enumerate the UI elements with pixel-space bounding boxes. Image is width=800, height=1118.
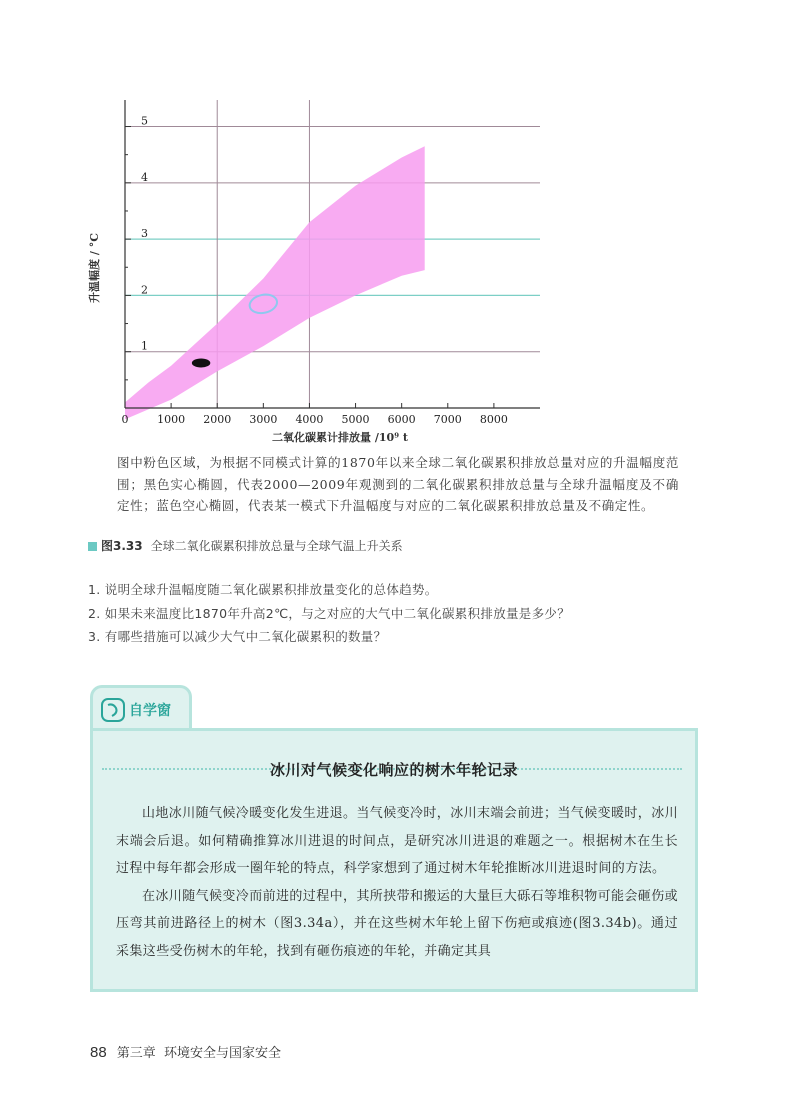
x-tick-label: 1000: [157, 413, 186, 426]
sidebar-paragraph: 在冰川随气候变冷而前进的过程中，其所挟带和搬运的大量巨大砾石等堆积物可能会砸伤或压弯其前进路径上的树木（图3.34a），并在这些树木年轮上留下伤疤或痕迹(图3.34b)。通过采集这些受伤树木的年轮，找到有砸伤痕迹的年轮，并确定其具: [116, 888, 679, 959]
question-list: [88, 578, 708, 649]
co2-temperature-chart: [0, 0, 800, 460]
chapter-title: 环境安全与国家安全: [163, 1046, 281, 1061]
y-tick-label: 5: [141, 114, 148, 128]
x-tick-label: 3000: [249, 413, 278, 426]
uncertainty-band: [125, 146, 425, 419]
x-tick-label: 4000: [295, 413, 324, 426]
x-tick-label: 0: [121, 413, 129, 426]
y-tick-label: 3: [141, 227, 148, 241]
self-study-label: 自学窗: [129, 703, 171, 719]
y-axis-label: 升温幅度 / °C: [88, 233, 101, 303]
x-tick-label: 6000: [387, 413, 416, 426]
page-number: 88: [90, 1044, 107, 1061]
self-study-icon: [100, 697, 126, 723]
observed-ellipse: [192, 358, 210, 367]
figure-caption: 图中粉色区域，为根据不同模式计算的1870年以来全球二氧化碳累积排放总量对应的升温幅度范围；黑色实心椭圆，代表2000—2009年观测到的二氧化碳累积排放总量与全球升温幅度及不确定性；蓝色空心椭圆，代表某一模式下升温幅度与对应的二氧化碳累积排放总量及不确定性。: [117, 455, 679, 513]
sidebar-body: [116, 800, 678, 965]
figure-number: 图3.33: [101, 539, 143, 553]
y-tick-label: 2: [141, 283, 148, 297]
figure-marker: [88, 542, 97, 551]
x-tick-label: 7000: [433, 413, 462, 426]
question-item: 1. 说明全球升温幅度随二氧化碳累积排放量变化的总体趋势。: [88, 582, 438, 597]
chapter-label: 第三章: [116, 1046, 156, 1061]
sidebar-title: 冰川对气候变化响应的树木年轮记录: [269, 761, 518, 779]
x-tick-label: 8000: [479, 413, 508, 426]
question-item: 3. 有哪些措施可以减少大气中二氧化碳累积的数量？: [88, 629, 387, 644]
x-tick-label: 2000: [203, 413, 232, 426]
x-tick-label: 5000: [341, 413, 370, 426]
x-axis-label: 二氧化碳累计排放量 /10⁹ t: [272, 431, 408, 444]
sidebar-paragraph: 山地冰川随气候冷暖变化发生进退。当气候变冷时，冰川末端会前进；当气候变暖时，冰川末端会后退。如何精确推算冰川进退的时间点，是研究冰川进退的难题之一。根据树木在生长过程中每年都会形成一圈年轮的特点，科学家想到了通过树木年轮推断冰川进退时间的方法。: [116, 806, 679, 876]
self-study-tab: [90, 685, 192, 731]
question-item: 2. 如果未来温度比1870年升高2℃，与之对应的大气中二氧化碳累积排放量是多少？: [88, 605, 571, 621]
figure-title: [88, 537, 403, 554]
page-footer: [90, 1042, 281, 1061]
figure-title-text: 全球二氧化碳累积排放总量与全球气温上升关系: [150, 539, 403, 553]
y-tick-label: 1: [141, 339, 148, 353]
y-tick-label: 4: [141, 170, 148, 184]
